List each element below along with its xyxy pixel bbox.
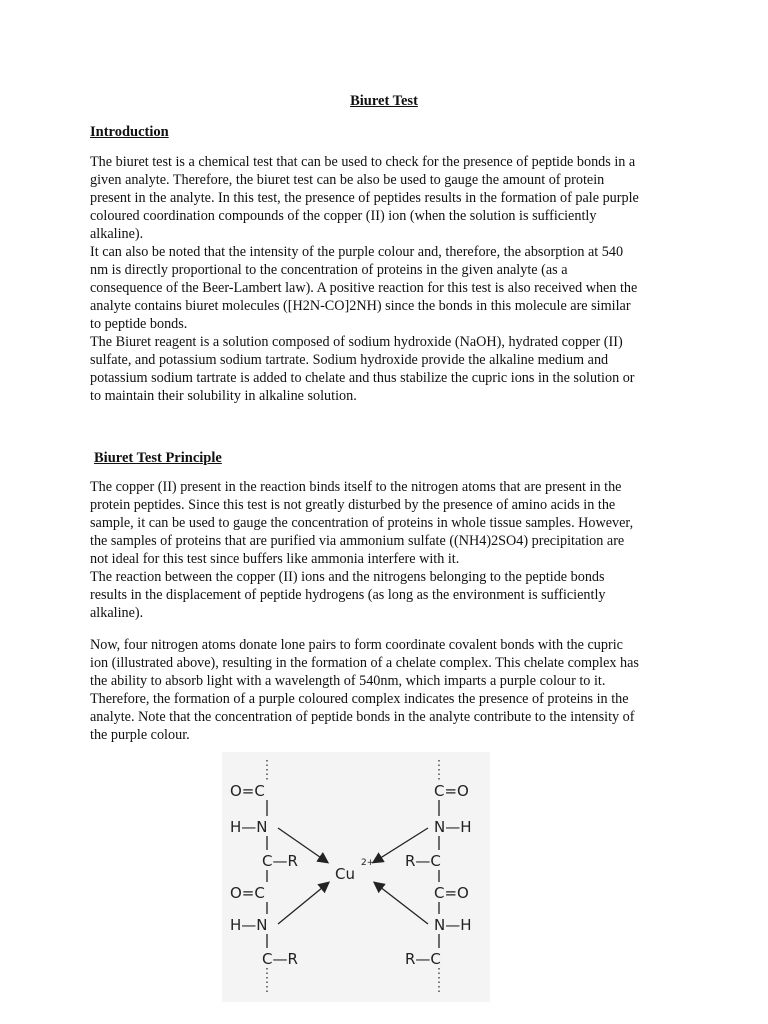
text-line: the ability to absorb light with a wavelength of 540nm, which imparts a purple colour to it. [90,673,606,689]
text-line: sulfate, and potassium sodium tartrate. Sodium hydroxide provide the alkaline medium and [90,352,609,368]
left-label-amide-1: H—N [230,818,268,836]
text-line: protein peptides. Since this test is not greatly disturbed by the presence of amino acids in the [90,497,616,513]
right-label-amide-2: N—H [434,916,472,934]
coordinate-bond-arrow [375,883,428,924]
right-label-amide-1: N—H [434,818,472,836]
introduction-paragraph [90,153,639,405]
text-line: sample, it can be used to gauge the concentration of proteins in whole tissue samples. However, [90,515,634,531]
text-line: to peptide bonds. [90,316,188,332]
left-label-carbonyl-1: O=C [230,782,265,800]
principle-paragraph-1 [90,478,633,622]
text-line: Now, four nitrogen atoms donate lone pairs to form coordinate covalent bonds with the cupric [90,637,623,653]
text-line: The copper (II) present in the reaction binds itself to the nitrogen atoms that are present in the [90,479,622,495]
text-line: coloured coordination compounds of the copper (II) ion (when the solution is sufficiently [90,208,597,224]
coordinate-bond-arrow [278,883,328,924]
text-line: present in the analyte. In this test, the presence of peptides results in the formation of pale purple [90,190,639,206]
text-line: analyte contains biuret molecules ([H2N-CO]2NH) since the bonds in this molecule are similar [90,298,631,314]
left-label-amide-2: H—N [230,916,268,934]
document-title: Biuret Test [350,93,418,109]
right-label-alpha-2: R—C [405,950,441,968]
text-line: given analyte. Therefore, the biuret test can be also be used to gauge the amount of protein [90,172,605,188]
copper-chelate-diagram [222,752,490,1002]
text-line: potassium sodium tartrate is added to chelate and thus stabilize the cupric ions in the solution or [90,370,635,386]
copper-ion-label: Cu [335,865,355,883]
text-line: The Biuret reagent is a solution composed of sodium hydroxide (NaOH), hydrated copper (II) [90,334,623,350]
text-line: nm is directly proportional to the concentration of proteins in the given analyte (as a [90,262,568,278]
left-label-carbonyl-2: O=C [230,884,265,902]
text-line: Therefore, the formation of a purple coloured complex indicates the presence of proteins in the [90,691,629,707]
text-line: consequence of the Beer-Lambert law). A positive reaction for this test is also received when the [90,280,638,296]
text-line: ion (illustrated above), resulting in the formation of a chelate complex. This chelate complex has [90,655,639,671]
text-line: results in the displacement of peptide hydrogens (as long as the environment is sufficiently [90,587,606,603]
chelate-structure-svg [222,752,490,1002]
principle-paragraph-2 [90,636,639,744]
text-line: not ideal for this test since buffers like ammonia interfere with it. [90,551,460,567]
right-label-alpha-1: R—C [405,852,441,870]
right-label-carbonyl-1: C=O [434,782,469,800]
text-line: to maintain their solubility in alkaline solution. [90,388,357,404]
copper-charge-label: 2+ [361,858,375,868]
text-line: analyte. Note that the concentration of peptide bonds in the analyte contribute to the intensity of [90,709,635,725]
left-label-alpha-2: C—R [262,950,298,968]
text-line: alkaline). [90,226,144,242]
text-line: the purple colour. [90,727,190,743]
text-line: the samples of proteins that are purified via ammonium sulfate ((NH4)2SO4) precipitation are [90,533,625,549]
text-line: It can also be noted that the intensity of the purple colour and, therefore, the absorption at 540 [90,244,624,260]
left-label-alpha-1: C—R [262,852,298,870]
section-heading-introduction: Introduction [90,124,169,140]
text-line: alkaline). [90,605,144,621]
text-line: The reaction between the copper (II) ions and the nitrogens belonging to the peptide bonds [90,569,605,585]
text-line: The biuret test is a chemical test that can be used to check for the presence of peptide bonds in a [90,154,636,170]
right-label-carbonyl-2: C=O [434,884,469,902]
section-heading-principle: Biuret Test Principle [94,450,222,466]
